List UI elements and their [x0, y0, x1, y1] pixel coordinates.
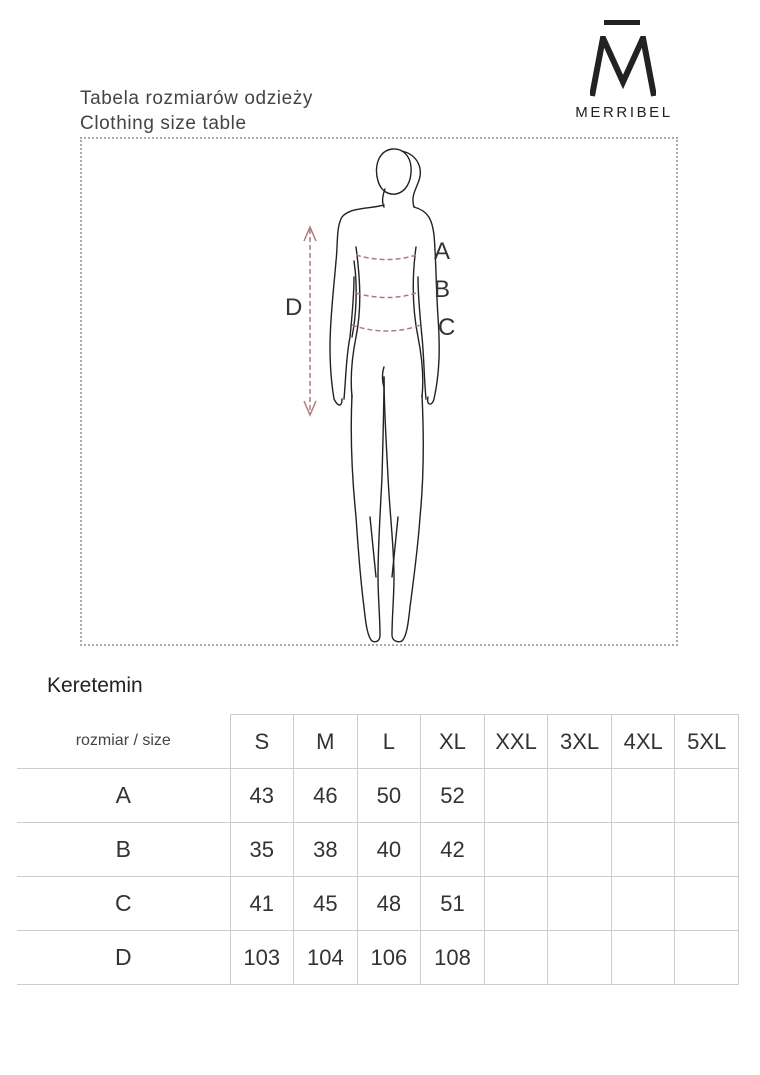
value-cell: 106: [357, 931, 421, 985]
table-row: [17, 931, 739, 985]
value-cell: 51: [421, 877, 485, 931]
title-polish: Tabela rozmiarów odzieży: [80, 88, 313, 109]
value-cell: 108: [421, 931, 485, 985]
value-cell: 104: [294, 931, 358, 985]
value-cell: [548, 931, 612, 985]
value-cell: [611, 823, 675, 877]
row-label: A: [17, 769, 230, 823]
size-header-cell: XL: [421, 715, 485, 769]
figure-label-d: D: [285, 294, 303, 321]
size-header-cell: S: [230, 715, 294, 769]
value-cell: [484, 769, 548, 823]
value-cell: [675, 823, 739, 877]
value-cell: 42: [421, 823, 485, 877]
value-cell: [675, 769, 739, 823]
size-header-cell: 4XL: [611, 715, 675, 769]
size-corner-label: rozmiar / size: [17, 715, 230, 769]
value-cell: [484, 823, 548, 877]
body-figure-illustration: [80, 137, 678, 646]
value-cell: 41: [230, 877, 294, 931]
value-cell: 38: [294, 823, 358, 877]
figure-label-c: C: [438, 314, 456, 341]
value-cell: [484, 877, 548, 931]
title-english: Clothing size table: [80, 113, 247, 134]
figure-label-a: A: [434, 238, 451, 265]
value-cell: [611, 877, 675, 931]
value-cell: 103: [230, 931, 294, 985]
size-header-cell: 3XL: [548, 715, 612, 769]
size-header-cell: M: [294, 715, 358, 769]
value-cell: 43: [230, 769, 294, 823]
size-header-row: [17, 715, 739, 769]
size-header-cell: L: [357, 715, 421, 769]
brand-name: MERRIBEL: [575, 104, 673, 121]
brand-logo: [566, 20, 682, 124]
product-name: Keretemin: [47, 674, 143, 697]
value-cell: 40: [357, 823, 421, 877]
table-row: [17, 769, 739, 823]
value-cell: 35: [230, 823, 294, 877]
value-cell: 52: [421, 769, 485, 823]
value-cell: [611, 769, 675, 823]
table-row: [17, 823, 739, 877]
table-row: [17, 877, 739, 931]
logo-macron: [604, 20, 640, 25]
value-cell: [675, 877, 739, 931]
value-cell: 46: [294, 769, 358, 823]
value-cell: [611, 931, 675, 985]
value-cell: [484, 931, 548, 985]
value-cell: [548, 877, 612, 931]
size-header-cell: 5XL: [675, 715, 739, 769]
row-label: B: [17, 823, 230, 877]
size-table: [17, 714, 739, 985]
value-cell: 45: [294, 877, 358, 931]
header-titles: [80, 86, 313, 136]
value-cell: 48: [357, 877, 421, 931]
value-cell: [675, 931, 739, 985]
value-cell: 50: [357, 769, 421, 823]
figure-label-b: B: [434, 276, 451, 303]
row-label: C: [17, 877, 230, 931]
size-header-cell: XXL: [484, 715, 548, 769]
value-cell: [548, 769, 612, 823]
row-label: D: [17, 931, 230, 985]
value-cell: [548, 823, 612, 877]
logo-m-icon: [590, 36, 656, 98]
